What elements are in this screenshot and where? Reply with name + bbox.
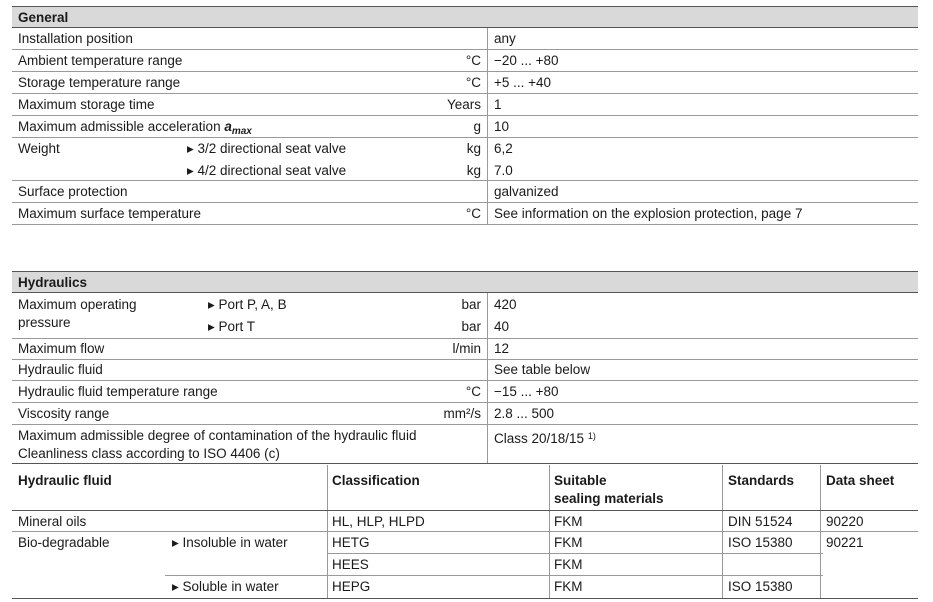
row-label-line2: pressure: [18, 315, 71, 330]
row-unit: l/min: [452, 341, 481, 356]
row-divider: [12, 359, 918, 360]
row-value: 2.8 ... 500: [494, 406, 555, 421]
row-value: 40: [494, 319, 510, 334]
section-title: General: [18, 10, 69, 25]
row-label: Maximum flow: [18, 341, 105, 356]
row-unit: °C: [465, 53, 481, 68]
header-standards: Standards: [728, 473, 795, 488]
row-label: Maximum surface temperature: [18, 206, 202, 221]
row-value: 7.0: [494, 163, 513, 178]
row-unit: °C: [465, 384, 481, 399]
row-divider: [12, 49, 918, 50]
header-sealing: Suitable: [554, 473, 607, 488]
row-label: Installation position: [18, 31, 133, 46]
row-value: 10: [494, 119, 510, 134]
row-divider: [12, 71, 918, 72]
symbol-subscript: max: [231, 126, 252, 137]
cell-fluid: Bio-degradable: [18, 535, 110, 550]
row-unit: g: [473, 119, 481, 134]
row-unit: °C: [465, 206, 481, 221]
cell-data-sheet: 90221: [826, 535, 864, 550]
table-bottom-border: [12, 598, 918, 599]
row-divider: [12, 531, 918, 532]
row-unit: kg: [466, 141, 481, 156]
cell-classification: HEPG: [332, 579, 371, 594]
row-unit: mm²/s: [443, 406, 481, 421]
row-divider: [12, 463, 918, 464]
row-label: Weight: [18, 141, 60, 156]
row-label: Maximum operating: [18, 297, 137, 312]
column-divider: [487, 293, 488, 463]
cell-data-sheet: 90220: [826, 514, 864, 529]
row-value: 12: [494, 341, 510, 356]
row-divider: [327, 553, 823, 554]
row-label: Hydraulic fluid temperature range: [18, 384, 218, 399]
row-divider: [12, 93, 918, 94]
cell-classification: HL, HLP, HLPD: [332, 514, 425, 529]
cell-classification: HEES: [332, 557, 369, 572]
header-classification: Classification: [332, 473, 420, 488]
cell-classification: HETG: [332, 535, 370, 550]
row-label-acceleration: [18, 119, 252, 140]
row-divider: [165, 575, 823, 576]
row-value: See information on the explosion protection, page 7: [494, 206, 803, 221]
row-sublabel: ▸ 4/2 directional seat valve: [187, 163, 347, 178]
row-divider: [12, 224, 918, 225]
row-unit: Years: [446, 97, 481, 112]
header-divider: [12, 510, 918, 511]
row-label: Maximum admissible acceleration: [18, 119, 225, 134]
row-value: +5 ... +40: [494, 75, 552, 90]
row-label-line2: Cleanliness class according to ISO 4406 (c): [18, 446, 280, 461]
cell-sealing: FKM: [554, 514, 583, 529]
row-value: 6,2: [494, 141, 513, 156]
row-value: Class 20/18/15: [494, 431, 588, 446]
row-divider: [12, 380, 918, 381]
row-label: Surface protection: [18, 184, 128, 199]
row-sublabel: ▸ Port P, A, B: [208, 297, 287, 312]
row-sublabel: ▸ 3/2 directional seat valve: [187, 141, 347, 156]
cell-standards: ISO 15380: [728, 579, 793, 594]
cell-standards: ISO 15380: [728, 535, 793, 550]
row-label: Ambient temperature range: [18, 53, 183, 68]
row-unit: bar: [461, 297, 481, 312]
footnote-marker: 1): [587, 431, 596, 441]
row-value: −15 ... +80: [494, 384, 559, 399]
row-value-contamination: [494, 428, 596, 447]
row-divider: [12, 424, 918, 425]
row-unit: °C: [465, 75, 481, 90]
header-data-sheet: Data sheet: [826, 473, 895, 488]
section-title: Hydraulics: [18, 275, 88, 290]
row-label: Storage temperature range: [18, 75, 181, 90]
row-label: Hydraulic fluid: [18, 362, 103, 377]
cell-fluid-sub: ▸ Soluble in water: [172, 579, 279, 594]
cell-sealing: FKM: [554, 535, 583, 550]
row-label: Maximum storage time: [18, 97, 155, 112]
cell-sealing: FKM: [554, 557, 583, 572]
row-value: any: [494, 31, 516, 46]
general-section-header: [12, 6, 918, 28]
row-value: See table below: [494, 362, 591, 377]
hydraulics-section-header: [12, 271, 918, 293]
row-sublabel: ▸ Port T: [208, 319, 256, 334]
row-value: −20 ... +80: [494, 53, 559, 68]
row-label: Viscosity range: [18, 406, 110, 421]
row-unit: bar: [461, 319, 481, 334]
row-label: Maximum admissible degree of contamination of the hydraulic fluid: [18, 428, 417, 443]
cell-fluid: Mineral oils: [18, 514, 87, 529]
row-value: galvanized: [494, 184, 559, 199]
row-unit: kg: [466, 163, 481, 178]
column-divider: [487, 28, 488, 224]
symbol-a: a: [224, 119, 232, 134]
cell-standards: DIN 51524: [728, 514, 793, 529]
row-divider: [12, 115, 918, 116]
header-sealing-line2: sealing materials: [554, 491, 664, 506]
row-divider: [12, 402, 918, 403]
header-hydraulic-fluid: Hydraulic fluid: [18, 473, 112, 488]
row-divider: [12, 202, 918, 203]
row-value: 1: [494, 97, 502, 112]
cell-fluid-sub: ▸ Insoluble in water: [172, 535, 288, 550]
cell-sealing: FKM: [554, 579, 583, 594]
row-divider: [12, 180, 918, 181]
row-value: 420: [494, 297, 517, 312]
row-divider: [12, 338, 918, 339]
